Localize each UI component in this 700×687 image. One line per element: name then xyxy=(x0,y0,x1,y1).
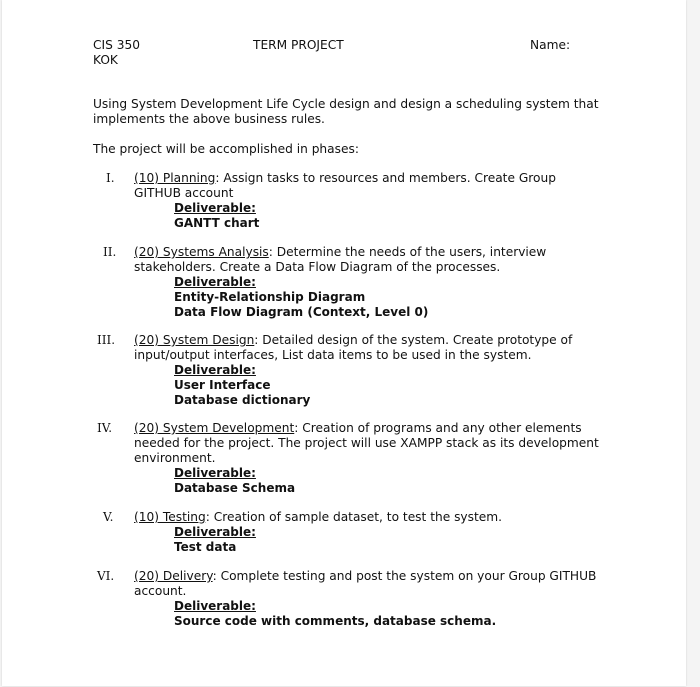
deliverable-label: Deliverable: xyxy=(174,525,256,539)
phase-body xyxy=(134,569,604,629)
phase-numeral: VI. xyxy=(97,569,115,583)
name-label: Name: xyxy=(530,38,571,52)
phase-title: (10) Testing xyxy=(134,510,206,524)
phase-description xyxy=(134,510,604,525)
phase-description-rest: input/output interfaces, List data items to be used in the system. xyxy=(134,348,532,362)
phase-description-line: : Creation of programs and any other elements xyxy=(294,421,582,435)
phase-description xyxy=(134,421,604,466)
phase-description-rest: stakeholders. Create a Data Flow Diagram of the processes. xyxy=(134,260,501,274)
phase-title: (20) Delivery xyxy=(134,569,213,583)
deliverable-label: Deliverable: xyxy=(174,363,256,377)
deliverable-label: Deliverable: xyxy=(174,275,256,289)
deliverable-item: Database Schema xyxy=(174,481,296,495)
phase-description-line: : Complete testing and post the system on your Group GITHUB xyxy=(212,569,597,583)
phase-description xyxy=(134,569,604,599)
document-page xyxy=(2,0,686,686)
deliverable-item: Data Flow Diagram (Context, Level 0) xyxy=(174,305,429,319)
phase-numeral: V. xyxy=(103,510,114,524)
phase-title: (20) System Development xyxy=(134,421,295,435)
phase-title: (10) Planning xyxy=(134,171,216,185)
deliverable-item: GANTT chart xyxy=(174,216,260,230)
deliverable-item: User Interface xyxy=(174,378,271,392)
phase-description-line: : Creation of sample dataset, to test the system. xyxy=(205,510,502,524)
document-title: TERM PROJECT xyxy=(253,38,344,52)
phases-intro: The project will be accomplished in phases: xyxy=(93,142,359,156)
phase-description-rest: account. xyxy=(134,584,187,598)
intro-paragraph: Using System Development Life Cycle design and design a scheduling system that implements the above business rules. xyxy=(93,97,599,126)
phase-description xyxy=(134,333,604,363)
phase-numeral: II. xyxy=(103,245,117,259)
phase-numeral: IV. xyxy=(97,421,113,435)
deliverables xyxy=(174,599,604,629)
phase-description-rest: needed for the project. The project will use XAMPP stack as its development environment. xyxy=(134,436,599,465)
phase-description-rest: GITHUB account xyxy=(134,186,234,200)
phase-title: (20) System Design xyxy=(134,333,255,347)
deliverables xyxy=(174,275,604,320)
phase-body xyxy=(134,245,604,320)
phase-description-line: : Detailed design of the system. Create prototype of xyxy=(254,333,573,347)
phase-title: (20) Systems Analysis xyxy=(134,245,269,259)
phase-description xyxy=(134,245,604,275)
deliverables xyxy=(174,466,604,496)
deliverable-item: Database dictionary xyxy=(174,393,311,407)
deliverable-label: Deliverable: xyxy=(174,466,256,480)
deliverable-item: Source code with comments, database schema. xyxy=(174,614,497,628)
deliverables xyxy=(174,201,604,231)
phase-body xyxy=(134,171,604,231)
deliverable-item: Entity-Relationship Diagram xyxy=(174,290,366,304)
instructor-name: KOK xyxy=(93,53,118,67)
phase-description-line: : Determine the needs of the users, interview xyxy=(268,245,547,259)
phase-body xyxy=(134,421,604,496)
deliverables xyxy=(174,363,604,408)
deliverable-label: Deliverable: xyxy=(174,599,256,613)
phase-description-line: : Assign tasks to resources and members. Create Group xyxy=(215,171,556,185)
phase-body xyxy=(134,333,604,408)
phase-description xyxy=(134,171,604,201)
deliverables xyxy=(174,525,604,555)
deliverable-item: Test data xyxy=(174,540,237,554)
phase-numeral: I. xyxy=(106,171,115,185)
phase-numeral: III. xyxy=(97,333,116,347)
phase-body xyxy=(134,510,604,555)
deliverable-label: Deliverable: xyxy=(174,201,256,215)
course-code: CIS 350 xyxy=(93,38,140,52)
